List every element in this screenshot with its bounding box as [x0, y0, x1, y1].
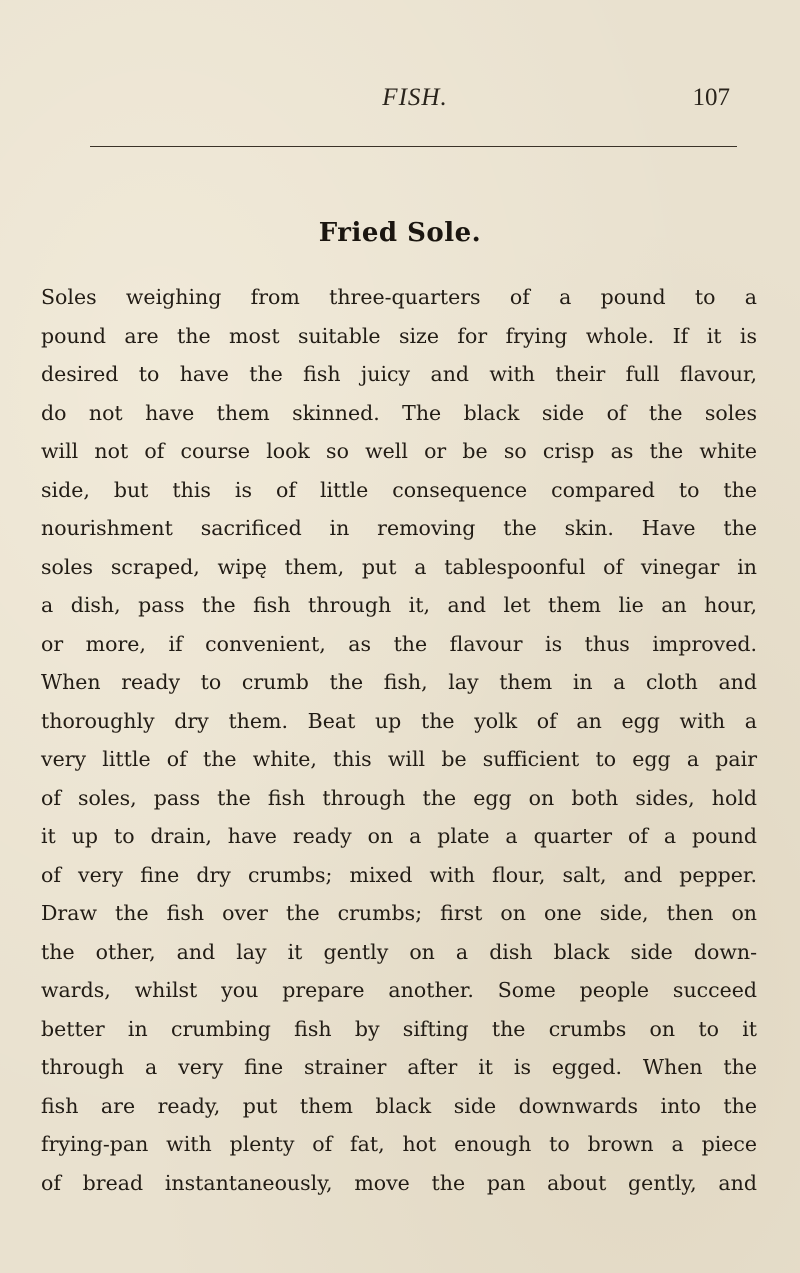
text-line: the other, and lay it gently on a dish black side down- [41, 939, 757, 964]
text-line: Soles weighing from three-quarters of a pound to a [41, 285, 757, 309]
text-line: frying-pan with plenty of fat, hot enough to brown a piece [41, 1132, 757, 1156]
section-title: Fried Sole. [318, 218, 482, 248]
text-line: better in crumbing fish by sifting the crumbs on to it [41, 1016, 757, 1041]
text-line: a dish, pass the fish through it, and let them lie an hour, [41, 593, 757, 617]
text-line: of bread instantaneously, move the pan about gently, and [41, 1170, 757, 1195]
text-line: of very fine dry crumbs; mixed with flour, salt, and pepper. [41, 862, 757, 887]
running-header [90, 84, 740, 124]
text-line: thoroughly dry them. Beat up the yolk of an egg with a [41, 708, 757, 733]
text-line: or more, if convenient, as the flavour is thus improved. [41, 631, 757, 656]
header-rule [90, 146, 737, 147]
text-line: nourishment sacrificed in removing the skin. Have the [41, 516, 757, 540]
page-number: 107 [692, 84, 730, 111]
text-line: Draw the fish over the crumbs; first on one side, then on [41, 901, 757, 925]
text-line: fish are ready, put them black side downwards into the [41, 1093, 757, 1118]
text-line: of soles, pass the fish through the egg on both sides, hold [41, 785, 757, 810]
text-line: it up to drain, have ready on a plate a quarter of a pound [41, 824, 757, 848]
text-line: When ready to crumb the fish, lay them in a cloth and [41, 670, 757, 694]
text-line: do not have them skinned. The black side of the soles [41, 400, 757, 425]
body-text [41, 278, 757, 1202]
text-line: pound are the most suitable size for frying whole. If it is [41, 323, 757, 348]
text-line: very little of the white, this will be sufficient to egg a pair [41, 747, 757, 771]
text-line: through a very fine strainer after it is egged. When the [41, 1055, 757, 1079]
text-line: wards, whilst you prepare another. Some people succeed [41, 978, 757, 1002]
text-line: desired to have the fish juicy and with their full flavour, [41, 362, 757, 386]
text-line: will not of course look so well or be so crisp as the white [41, 439, 757, 463]
running-title: FISH. [382, 84, 448, 111]
text-line: side, but this is of little consequence compared to the [41, 477, 757, 502]
text-line: soles scraped, wipę them, put a tablespoonful of vinegar in [41, 554, 757, 579]
